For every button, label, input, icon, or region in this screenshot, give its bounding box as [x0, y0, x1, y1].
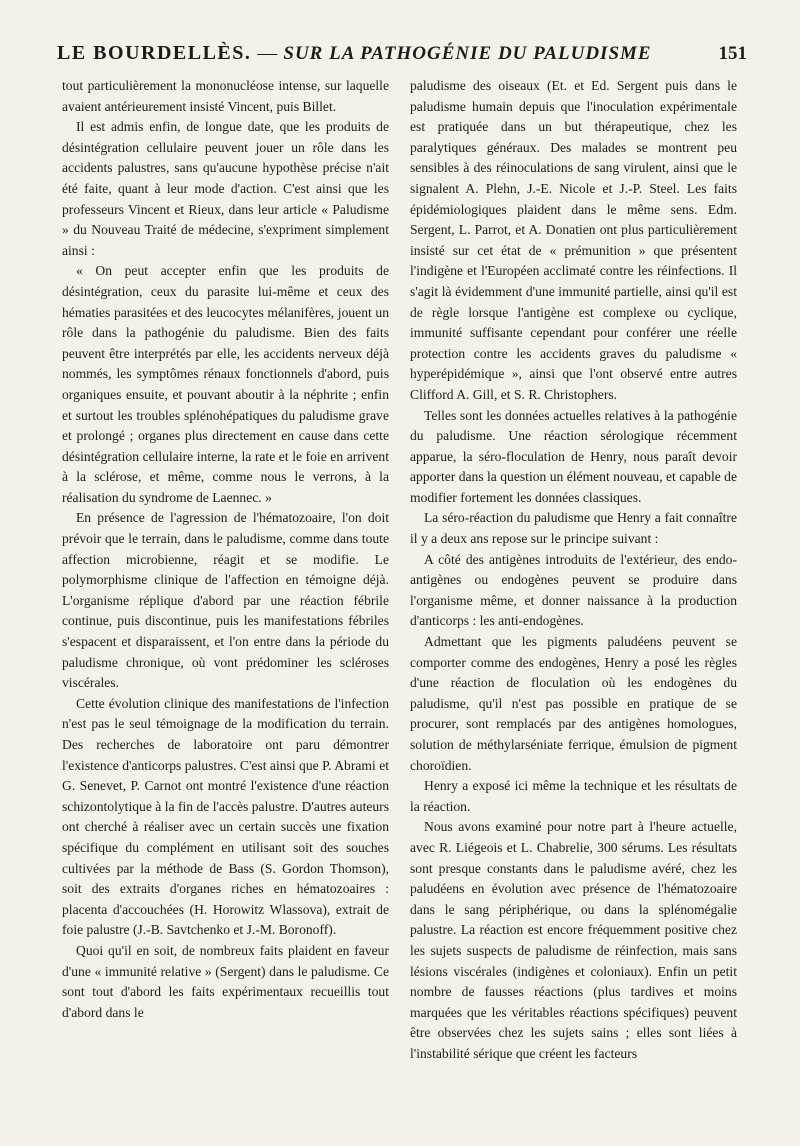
- header-left: [57, 42, 652, 65]
- paragraph: tout particulièrement la mononucléose intense, sur laquelle avaient antérieurement insisté Vincent, puis Billet.: [62, 78, 389, 114]
- left-column: [62, 76, 389, 1023]
- right-column: [410, 76, 737, 1065]
- header-title: SUR LA PATHOGÉNIE DU PALUDISME: [283, 43, 652, 64]
- running-header: [57, 42, 747, 65]
- quotation-paragraph: « On peut accepter enfin que les produits de désintégration, ceux du parasite lui-même et ceux des hématies parasitées et des leucocytes mélanifères, jouent un rôle dans la pathogénie du paludisme. Bien des faits peuvent être interprétés par elle, les accidents nerveux déjà nommés, les symptômes rénaux fonctionnels d'abord, puis organiques ensuite, et pouvant aboutir à la néphrite ; enfin et surtout les troubles splénohépatiques du paludisme grave et prolongé ; organes plus directement en cause dans cette désintégration cellulaire interne, la rate et le foie en arrivent à la sclérose, et même, comme nous le verrons, à la réalisation du syndrome de Laennec. »: [62, 263, 389, 505]
- paragraph: paludisme des oiseaux (Et. et Ed. Sergent puis dans le paludisme humain depuis que l'inoculation expérimentale est pratiquée dans un but thérapeutique, chez les paralytiques généraux. Des malades se montrent peu sensibles à des réinoculations de sang virulent, ainsi que le signalent A. Plehn, J.-E. Nicole et J.-P. Steel. Les faits épidémiologiques plaident dans le même sens. Edm. Sergent, L. Parrot, et A. Donatien ont plus particulièrement insisté sur cet état de « prémunition » que présentent l'indigène et l'Européen acclimaté contre les réinfections. Il s'agit là évidemment d'une immunité partielle, ainsi qu'il est de règle lorsque l'antigène est complexe ou cyclique, immunité suffisante cependant pour conférer une réelle protection contre les accidents graves du paludisme « hyperépidémique », ainsi que l'ont observé entre autres Clifford A. Gill, et S. R. Christophers.: [410, 78, 737, 402]
- paragraph: Quoi qu'il en soit, de nombreux faits plaident en faveur d'une « immunité relative » (Sergent) dans le paludisme. Ce sont tout d'abord les faits expérimentaux recueillis tout d'abord dans le: [62, 942, 389, 1020]
- paragraph: A côté des antigènes introduits de l'extérieur, des endo-antigènes ou endogènes peuvent se produire dans l'organisme même, et donner naissance à la production d'anticorps : les anti-endogènes.: [410, 551, 737, 629]
- paragraph: Nous avons examiné pour notre part à l'heure actuelle, avec R. Liégeois et L. Chabrelie, 300 sérums. Les résultats sont presque constants dans le paludisme avéré, chez les paludéens en évolution avec présence de l'hématozoaire dans le sang périphérique, ou dans la splénomégalie palustre. La réaction est encore fréquemment positive chez les sujets suspects de paludisme de réinfection, mais sans lésions viscérales (indigènes et coloniaux). Enfin un petit nombre de fausses réactions (plus tardives et moins marquées que les véritables réactions spécifiques) peuvent être observées chez les sujets sains ; elles sont liées à l'instabilité sérique que créent les facteurs: [410, 819, 737, 1061]
- paragraph: Telles sont les données actuelles relatives à la pathogénie du paludisme. Une réaction sérologique récemment apparue, la séro-floculation de Henry, nous paraît devoir apporter dans la question un élément nouveau, et capable de modifier fortement les données classiques.: [410, 407, 737, 505]
- paragraph: La séro-réaction du paludisme que Henry a fait connaître il y a deux ans repose sur le principe suivant :: [410, 510, 737, 547]
- paragraph: Il est admis enfin, de longue date, que les produits de désintégration cellulaire peuvent jouer un rôle dans les accidents palustres, sans qu'aucune hypothèse précise n'ait été faite, quant à leur mode d'action. C'est ainsi que les professeurs Vincent et Rieux, dans leur article « Paludisme » du Nouveau Traité de médecine, s'expriment simplement ainsi :: [62, 119, 389, 258]
- header-dash: —: [257, 42, 278, 64]
- header-author: LE BOURDELLÈS.: [57, 42, 252, 64]
- paragraph: Admettant que les pigments paludéens peuvent se comporter comme des endogènes, Henry a posé les règles d'une réaction de floculation où les endogènes du paludisme, qu'il n'est pas possible en pratique de se procurer, sont remplacés par des antigènes homologues, solution de méthylarséniate ferrique, émulsion de pigment choroïdien.: [410, 634, 737, 773]
- page-number: 151: [718, 43, 747, 64]
- paragraph: Cette évolution clinique des manifestations de l'infection n'est pas le seul témoignage de la modification du terrain. Des recherches de laboratoire ont paru démontrer l'existence d'anticorps palustres. C'est ainsi que P. Abrami et G. Senevet, P. Carnot ont montré l'existence d'une réaction schizontolytique à la fin de l'accès palustre. D'autres auteurs ont cherché à réaliser avec un certain succès une fixation spécifique du complément en utilisant soit des souches cultivées par la méthode de Bass (S. Gordon Thomson), soit des extraits d'organes riches en hématozoaires : placenta d'accouchées (H. Horowitz Wlassova), extrait de foie palustre (J.-B. Savtchenko et J.-M. Boronoff).: [62, 695, 389, 938]
- paragraph: Henry a exposé ici même la technique et les résultats de la réaction.: [410, 778, 737, 814]
- paragraph: En présence de l'agression de l'hématozoaire, l'on doit prévoir que le terrain, dans le paludisme, comme dans toute affection microbienne, réagit et se modifie. Le polymorphisme clinique de l'affection en témoigne déjà. L'organisme réplique d'abord par une réaction fébrile continue, puis discontinue, puis les manifestations fébriles s'espacent et disparaissent, et l'on entre dans la période du paludisme chronique, où vont prédominer les scléroses viscérales.: [62, 510, 389, 691]
